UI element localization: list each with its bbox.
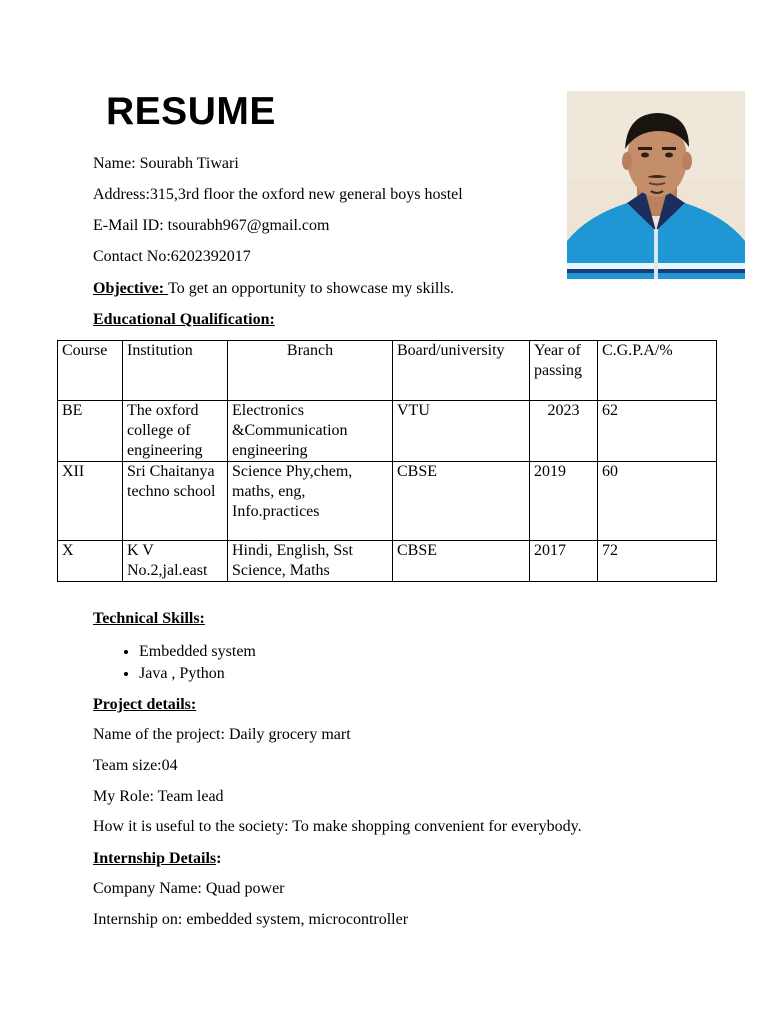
contact-line: Contact No:6202392017 — [93, 248, 251, 265]
header-year: Year of passing — [530, 341, 598, 401]
list-item: • Embedded system — [139, 641, 256, 663]
cell-institution: The oxford college of engineering — [123, 401, 228, 462]
project-name: Name of the project: Daily grocery mart — [93, 726, 351, 743]
list-item: • Java , Python — [139, 663, 256, 685]
table-row — [58, 462, 717, 541]
internship-heading-line — [93, 850, 221, 868]
cell-board: CBSE — [393, 541, 530, 582]
cell-board: CBSE — [393, 462, 530, 541]
table-header-row — [58, 341, 717, 401]
cell-course: XII — [58, 462, 123, 541]
person-photo-illustration — [567, 91, 745, 279]
internship-company: Company Name: Quad power — [93, 880, 285, 897]
education-heading: Educational Qualification: — [93, 311, 275, 328]
header-course: Course — [58, 341, 123, 401]
objective-line — [93, 280, 454, 298]
skills-list — [93, 641, 256, 685]
cell-institution: Sri Chaitanya techno school — [123, 462, 228, 541]
cell-course: X — [58, 541, 123, 582]
project-usefulness: How it is useful to the society: To make shopping convenient for everybody. — [93, 818, 582, 835]
cell-branch: Electronics &Communication engineering — [228, 401, 393, 462]
internship-heading-colon: : — [216, 850, 222, 867]
project-heading: Project details: — [93, 696, 197, 713]
header-institution: Institution — [123, 341, 228, 401]
cell-cgpa: 62 — [598, 401, 717, 462]
project-team-size: Team size:04 — [93, 757, 178, 774]
cell-cgpa: 72 — [598, 541, 717, 582]
resume-title: RESUME — [106, 90, 276, 133]
cell-board: VTU — [393, 401, 530, 462]
skills-heading: Technical Skills: — [93, 610, 205, 627]
header-branch: Branch — [228, 341, 393, 401]
cell-year: 2017 — [530, 541, 598, 582]
name-line: Name: Sourabh Tiwari — [93, 155, 239, 172]
profile-photo — [567, 91, 745, 279]
email-line: E-Mail ID: tsourabh967@gmail.com — [93, 217, 330, 234]
internship-on: Internship on: embedded system, microcontroller — [93, 911, 409, 928]
cell-year: 2019 — [530, 462, 598, 541]
table-row — [58, 541, 717, 582]
cell-year: 2023 — [530, 401, 598, 462]
header-board: Board/university — [393, 341, 530, 401]
objective-text: To get an opportunity to showcase my skills. — [168, 280, 455, 297]
internship-heading: Internship Details — [93, 850, 217, 867]
objective-label: Objective: — [93, 280, 169, 297]
header-cgpa: C.G.P.A/% — [598, 341, 717, 401]
cell-branch: Hindi, English, Sst Science, Maths — [228, 541, 393, 582]
address-line: Address:315,3rd floor the oxford new general boys hostel — [93, 186, 463, 203]
table-row — [58, 401, 717, 462]
cell-institution: K V No.2,jal.east — [123, 541, 228, 582]
project-role: My Role: Team lead — [93, 788, 224, 805]
cell-cgpa: 60 — [598, 462, 717, 541]
cell-branch: Science Phy,chem, maths, eng, Info.practices — [228, 462, 393, 541]
cell-course: BE — [58, 401, 123, 462]
education-table — [57, 340, 717, 582]
